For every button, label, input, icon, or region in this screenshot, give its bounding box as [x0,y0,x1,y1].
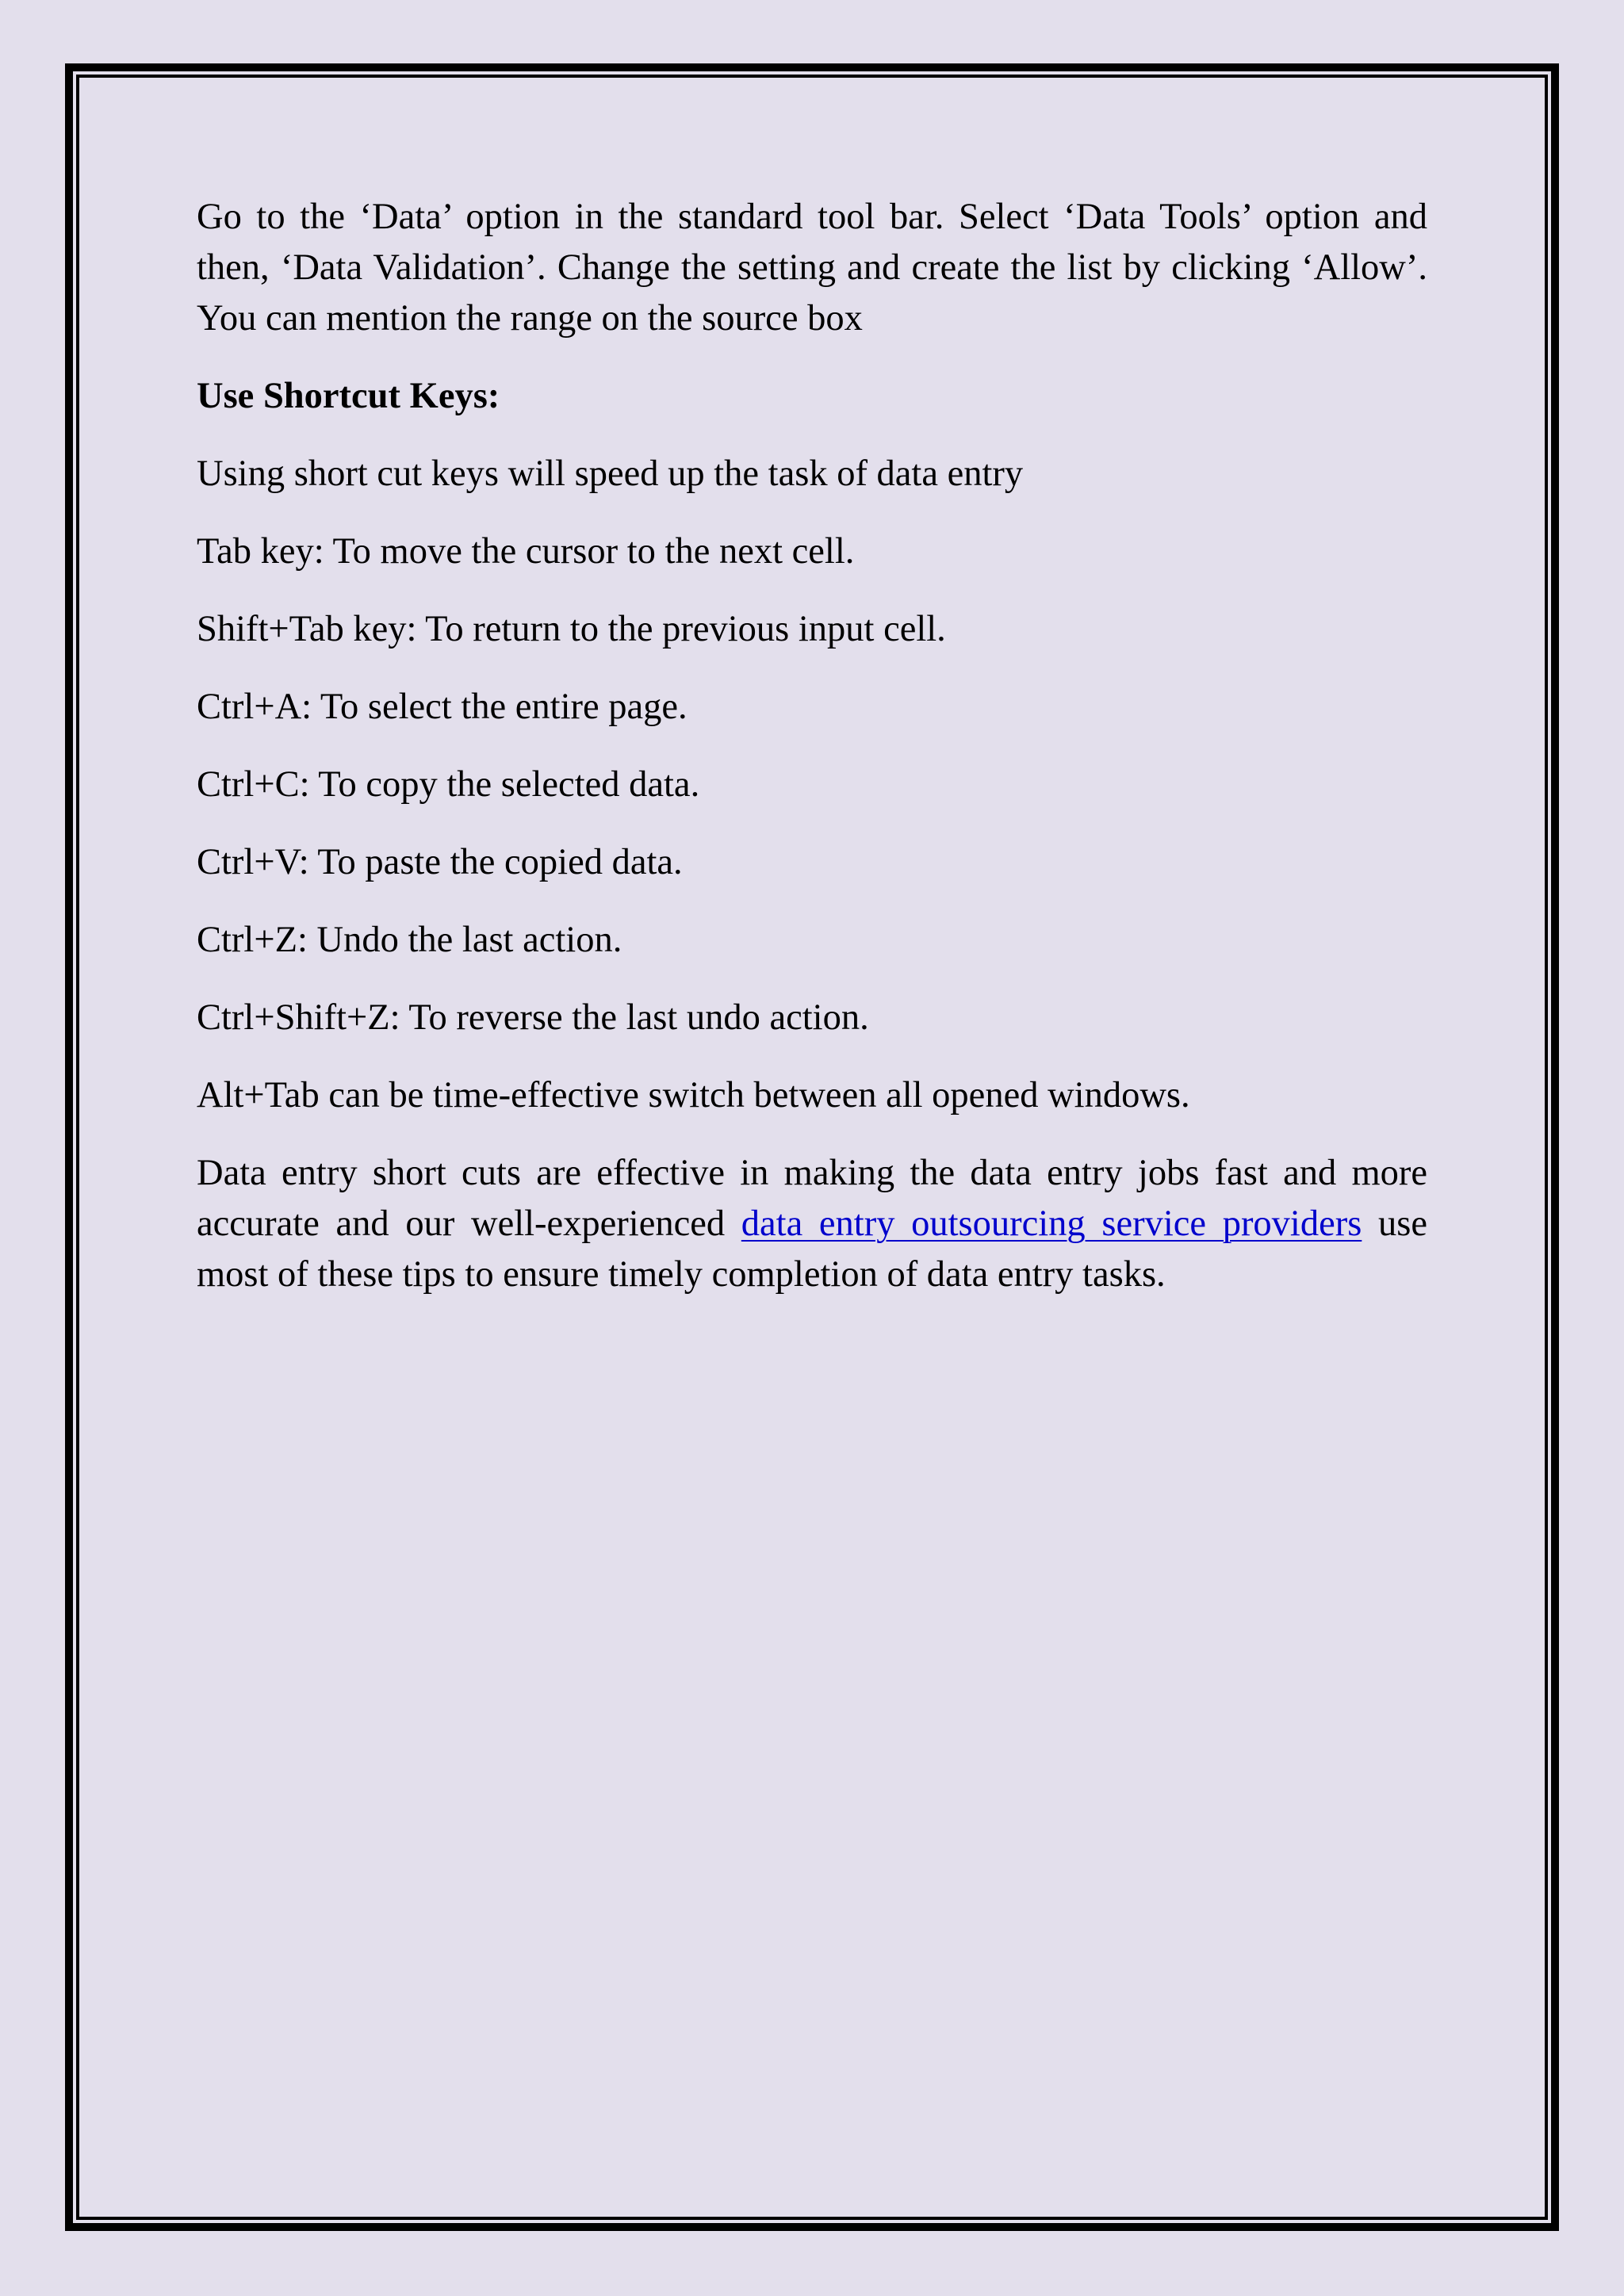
shortcut-item-tab: Tab key: To move the cursor to the next cell. [197,531,855,572]
shortcut-item-ctrl-shift-z: Ctrl+Shift+Z: To reverse the last undo action. [197,997,869,1038]
document-body [197,192,1427,1327]
closing-text-start: Data entry short cuts are effective in making the data entry jobs fast and more accurate and our well-experienced [197,1153,1427,1244]
outsourcing-providers-link[interactable]: data entry outsourcing service providers [741,1203,1362,1244]
intro-paragraph: Go to the ‘Data’ option in the standard tool bar. Select ‘Data Tools’ option and then, ‘Data Validation’. Change the setting and create the list by clicking ‘Allow’. You can mention the range on the source box [197,197,1427,339]
section-heading: Use Shortcut Keys: [197,376,500,416]
shortcut-item-ctrl-c: Ctrl+C: To copy the selected data. [197,764,700,805]
shortcut-item-ctrl-v: Ctrl+V: To paste the copied data. [197,842,683,882]
closing-paragraph [197,1148,1427,1300]
shortcut-item-ctrl-a: Ctrl+A: To select the entire page. [197,687,688,727]
shortcut-item-ctrl-z: Ctrl+Z: Undo the last action. [197,920,622,960]
shortcut-item-shift-tab: Shift+Tab key: To return to the previous input cell. [197,609,946,649]
section-intro: Using short cut keys will speed up the task of data entry [197,453,1024,494]
closing-text-end: use most of these tips to ensure timely completion of data entry tasks. [197,1203,1427,1295]
shortcut-item-alt-tab: Alt+Tab can be time-effective switch between all opened windows. [197,1075,1190,1115]
